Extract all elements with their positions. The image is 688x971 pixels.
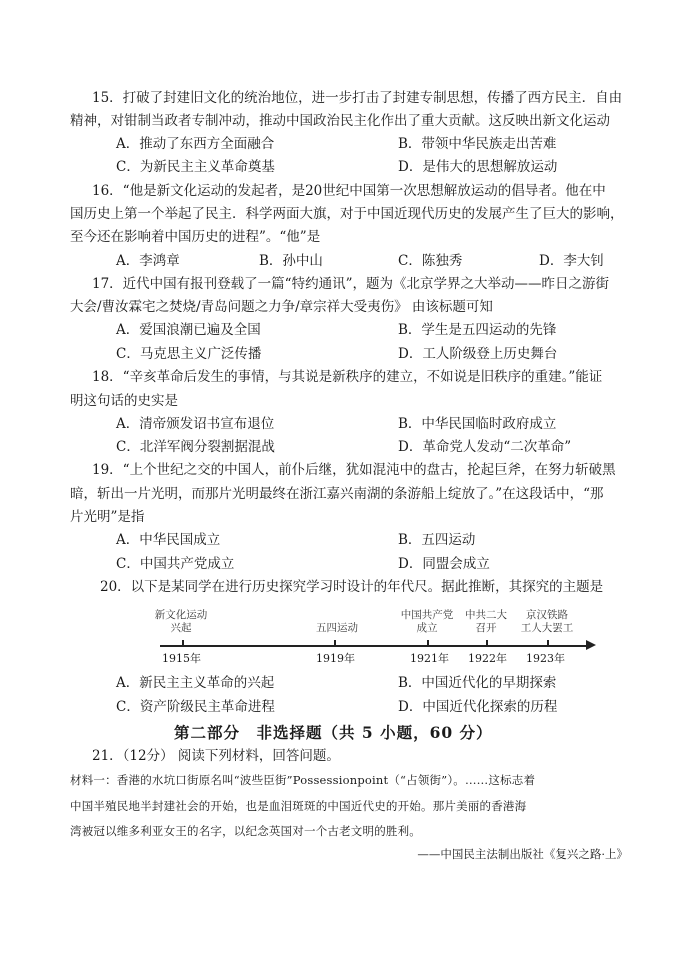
q16-option-a[interactable]: A．李鸿章 (116, 253, 180, 269)
q21-intro: 21．（12分） 阅读下列材料，回答问题。 (92, 748, 340, 764)
q15-stem-line1: 15．打破了封建旧文化的统治地位，进一步打击了封建专制思想，传播了西方民主．自由 (92, 90, 623, 106)
timeline-year-1923: 1923年 (526, 652, 565, 665)
q18-option-c[interactable]: C．北洋军阀分裂割据混战 (116, 439, 275, 455)
q20-stem-line1: 20．以下是某同学在进行历史探究学习时设计的年代尺。据此推断，其探究的主题是 (100, 579, 604, 595)
q18-stem-line2: 明这句话的史实是 (70, 393, 178, 409)
q20-option-d[interactable]: D．中国近代化探索的历程 (398, 699, 558, 715)
q17-stem-line2: 大会/曹汝霖宅之焚烧/青岛问题之力争/章宗祥大受夷伤》 由该标题可知 (70, 299, 493, 315)
timeline-event-1922: 中共二大 召开 (465, 609, 507, 634)
q19-stem-line2: 暗，斩出一片光明，而那片光明最终在浙江嘉兴南湖的条游船上绽放了。”在这段话中，“那 (70, 486, 604, 502)
q16-stem-line2: 国历史上第一个举起了民主．科学两面大旗，对于中国近现代历史的发展产生了巨大的影响， (70, 206, 624, 222)
q15-option-d[interactable]: D．是伟大的思想解放运动 (398, 159, 558, 175)
timeline-axis (160, 645, 590, 647)
q16-option-d[interactable]: D．李大钊 (539, 253, 604, 269)
q20-option-b[interactable]: B．中国近代化的早期探索 (398, 675, 557, 691)
q19-option-c[interactable]: C．中国共产党成立 (116, 556, 235, 572)
q20-option-c[interactable]: C．资产阶级民主革命进程 (116, 699, 275, 715)
q19-option-a[interactable]: A．中华民国成立 (116, 532, 221, 548)
q18-option-a[interactable]: A．清帝颁发诏书宣布退位 (116, 416, 275, 432)
q15-stem-line2: 精神，对钳制当政者专制冲动，推动中国政治民主化作出了重大贡献。这反映出新文化运动 (70, 113, 610, 129)
q16-stem-line1: 16．“他是新文化运动的发起者，是20世纪中国第一次思想解放运动的倡导者。他在中 (92, 183, 606, 199)
timeline-event-1919: 五四运动 (316, 622, 358, 634)
timeline-arrow-icon (586, 640, 596, 650)
section-title: 第二部分 非选择题（共 5 小题，60 分） (174, 723, 493, 742)
timeline-event-1923: 京汉铁路 工人大罢工 (520, 609, 574, 634)
year-timeline (148, 607, 608, 667)
q21-material-line1: 材料一：香港的水坑口街原名叫“波些臣街”Possessionpoint（“占领街”）。……这标志着 (70, 773, 536, 787)
q16-option-c[interactable]: C．陈独秀 (398, 253, 463, 269)
q17-option-b[interactable]: B．学生是五四运动的先锋 (398, 322, 557, 338)
q18-stem-line1: 18．“辛亥革命后发生的事情，与其说是新秩序的建立，不如说是旧秩序的重建。”能证 (92, 369, 603, 385)
q19-option-b[interactable]: B．五四运动 (398, 532, 476, 548)
q17-option-a[interactable]: A．爱国浪潮已遍及全国 (116, 322, 261, 338)
timeline-tick (486, 640, 488, 646)
timeline-tick (547, 640, 549, 646)
q21-material-line3: 湾被冠以维多利亚女王的名字，以纪念英国对一个古老文明的胜利。 (70, 824, 421, 838)
timeline-tick (427, 640, 429, 646)
timeline-tick (334, 640, 336, 646)
q16-stem-line3: 至今还在影响着中国历史的进程”。“他”是 (70, 229, 321, 245)
q17-stem-line1: 17．近代中国有报刊登载了一篇“特约通讯”，题为《北京学界之大举动——昨日之游街 (92, 276, 609, 292)
q19-stem-line3: 片光明”是指 (70, 509, 145, 525)
timeline-year-1921: 1921年 (410, 652, 449, 665)
q18-option-d[interactable]: D．革命党人发动“二次革命” (398, 439, 572, 455)
timeline-tick (182, 640, 184, 646)
q18-option-b[interactable]: B．中华民国临时政府成立 (398, 416, 557, 432)
q20-option-a[interactable]: A．新民主主义革命的兴起 (116, 675, 275, 691)
timeline-year-1922: 1922年 (468, 652, 507, 665)
q19-option-d[interactable]: D．同盟会成立 (398, 556, 490, 572)
timeline-event-1921: 中国共产党 成立 (400, 609, 454, 634)
q15-option-b[interactable]: B．带领中华民族走出苦难 (398, 136, 557, 152)
q17-option-c[interactable]: C．马克思主义广泛传播 (116, 346, 262, 362)
timeline-year-1919: 1919年 (316, 652, 355, 665)
q21-material-line2: 中国半殖民地半封建社会的开始，也是血泪斑斑的中国近代史的开始。那片美丽的香港海 (70, 799, 527, 813)
q16-option-b[interactable]: B．孙中山 (259, 253, 323, 269)
q17-option-d[interactable]: D．工人阶级登上历史舞台 (398, 346, 558, 362)
q19-stem-line1: 19．“上个世纪之交的中国人，前仆后继，犹如混沌中的盘古，抡起巨斧，在努力斩破黑 (92, 462, 616, 478)
q15-option-c[interactable]: C．为新民主主义革命奠基 (116, 159, 275, 175)
q21-source: ——中国民主法制出版社《复兴之路·上》 (417, 847, 628, 861)
timeline-year-1915: 1915年 (162, 652, 201, 665)
timeline-event-1915: 新文化运动 兴起 (154, 609, 208, 634)
q15-option-a[interactable]: A．推动了东西方全面融合 (116, 136, 275, 152)
